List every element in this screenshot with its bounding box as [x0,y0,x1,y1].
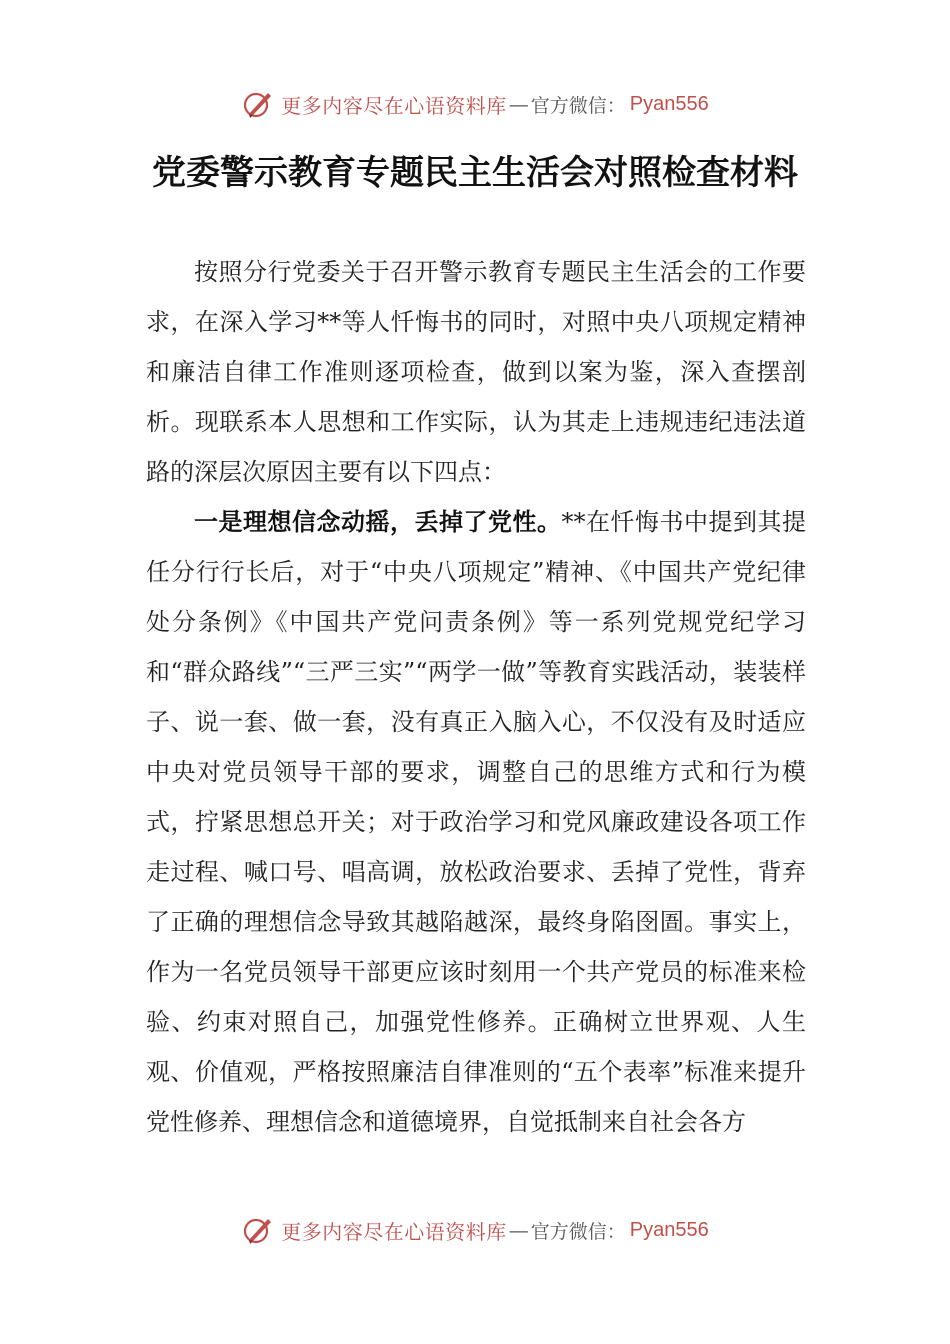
banner-text: 更多内容尽在心语资料库 [281,1219,507,1244]
banner-wechat-id: Pyan556 [629,1218,709,1241]
paragraph-text: 按照分行党委关于召开警示教育专题民主生活会的工作要求，在深入学习**等人忏悔书的同时，对照中央八项规定精神和廉洁自律工作准则逐项检查，做到以案为鉴，深入查摆剖析。现联系本人思想和工作实际，认为其走上违规违纪违法道路的深层次原因主要有以下四点： [146,258,806,486]
banner-separator: — [508,92,529,116]
quill-pen-logo-icon [241,87,275,121]
paragraph-intro [146,247,806,497]
banner-official-label: 官方微信： [530,1220,626,1243]
paragraph-lead: 一是理想信念动摇，丢掉了党性。 [194,508,562,536]
banner-wechat-id: Pyan556 [629,92,709,115]
header-banner [0,84,950,124]
banner-separator: — [508,1218,529,1242]
quill-pen-logo-icon [241,1213,275,1247]
paragraph-point-one [146,497,806,1147]
banner-official-label: 官方微信： [530,94,626,117]
banner-text: 更多内容尽在心语资料库 [281,93,507,118]
document-body [146,247,806,1147]
footer-banner [0,1210,950,1250]
document-title: 党委警示教育专题民主生活会对照检查材料 [152,153,798,193]
paragraph-text: **在忏悔书中提到其提任分行行长后，对于“中央八项规定”精神、《中国共产党纪律处分条例》《中国共产党问责条例》等一系列党规党纪学习和“群众路线”“三严三实”“两学一做”等教育实践活动，装装样子、说一套、做一套，没有真正入脑入心，不仅没有及时适应中央对党员领导干部的要求，调整自己的思维方式和行为模式，拧紧思想总开关；对于政治学习和党风廉政建设各项工作走过程、喊口号、唱高调，放松政治要求、丢掉了党性，背弃了正确的理想信念导致其越陷越深，最终身陷囹圄。事实上，作为一名党员领导干部更应该时刻用一个共产党员的标准来检验、约束对照自己，加强党性修养。正确树立世界观、人生观、价值观，严格按照廉洁自律准则的“五个表率”标准来提升党性修养、理想信念和道德境界，自觉抵制来自社会各方 [146,508,806,1136]
